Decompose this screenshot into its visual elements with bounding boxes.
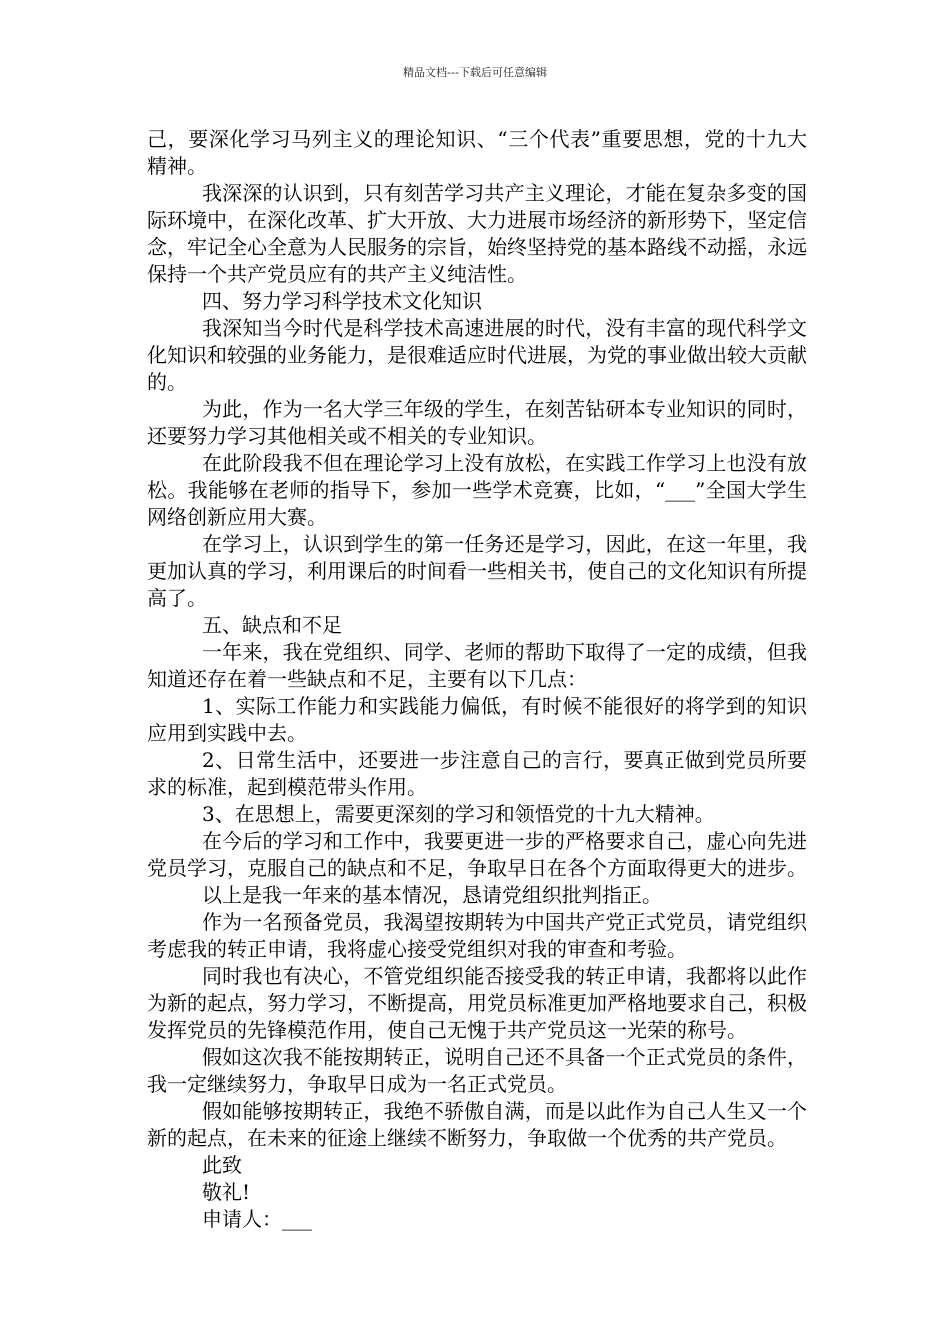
paragraph: 我深深的认识到，只有刻苦学习共产主义理论，才能在复杂多变的国际环境中，在深化改革、扩大开放、大力进展市场经济的新形势下，坚定信念，牢记全心全意为人民服务的宗旨，始终坚持党的基本路线不动摇，永远保持一个共产党员应有的共产主义纯洁性。 [147,181,807,286]
paragraph: 同时我也有决心，不管党组织能否接受我的转正申请，我都将以此作为新的起点，努力学习，不断提高，用党员标准更加严格地要求自己，积极发挥党员的先锋模范作用，使自己无愧于共产党员这一光荣的称号。 [147,964,807,1042]
paragraph: 为此，作为一名大学三年级的学生，在刻苦钻研本专业知识的同时，还要努力学习其他相关或不相关的专业知识。 [147,397,807,448]
paragraph: 在今后的学习和工作中，我要更进一步的严格要求自己，虚心向先进党员学习，克服自己的缺点和不足，争取早日在各个方面取得更大的进步。 [147,829,807,880]
paragraph: 一年来，我在党组织、同学、老师的帮助下取得了一定的成绩，但我知道还存在着一些缺点和不足，主要有以下几点： [147,640,807,691]
list-item: 2、日常生活中，还要进一步注意自己的言行，要真正做到党员所要求的标准，起到模范带头作用。 [147,748,807,799]
applicant-signature-line: 申请人：___ [202,1207,312,1231]
paragraph: 以上是我一年来的基本情况，恳请党组织批判指正。 [202,883,662,907]
paragraph: 在此阶段我不但在理论学习上没有放松，在实践工作学习上也没有放松。我能够在老师的指导下，参加一些学术竞赛，比如，“___”全国大学生网络创新应用大赛。 [147,451,807,529]
section-heading: 四、努力学习科学技术文化知识 [202,289,482,313]
paragraph: 假如这次我不能按期转正，说明自己还不具备一个正式党员的条件，我一定继续努力，争取早日成为一名正式党员。 [147,1045,807,1096]
list-item: 1、实际工作能力和实践能力偏低，有时候不能很好的将学到的知识应用到实践中去。 [147,694,807,745]
document-body [147,126,807,1233]
paragraph: 假如能够按期转正，我绝不骄傲自满，而是以此作为自己人生又一个新的起点，在未来的征途上继续不断努力，争取做一个优秀的共产党员。 [147,1099,807,1150]
paragraph: 我深知当今时代是科学技术高速进展的时代，没有丰富的现代科学文化知识和较强的业务能力，是很难适应时代进展，为党的事业做出较大贡献的。 [147,316,807,394]
list-item: 3、在思想上，需要更深刻的学习和领悟党的十九大精神。 [202,802,715,826]
section-heading: 五、缺点和不足 [202,613,342,637]
closing-salutation: 此致 [202,1153,242,1177]
page-header: 精品文档---下载后可任意编辑 [403,66,547,79]
paragraph: 己，要深化学习马列主义的理论知识、“三个代表”重要思想，党的十九大精神。 [147,127,807,178]
paragraph: 在学习上，认识到学生的第一任务还是学习，因此，在这一年里，我更加认真的学习，利用课后的时间看一些相关书，使自己的文化知识有所提高了。 [147,532,807,610]
closing-regards: 敬礼! [202,1180,251,1204]
paragraph: 作为一名预备党员，我渴望按期转为中国共产党正式党员，请党组织考虑我的转正申请，我将虚心接受党组织对我的审查和考验。 [147,910,807,961]
